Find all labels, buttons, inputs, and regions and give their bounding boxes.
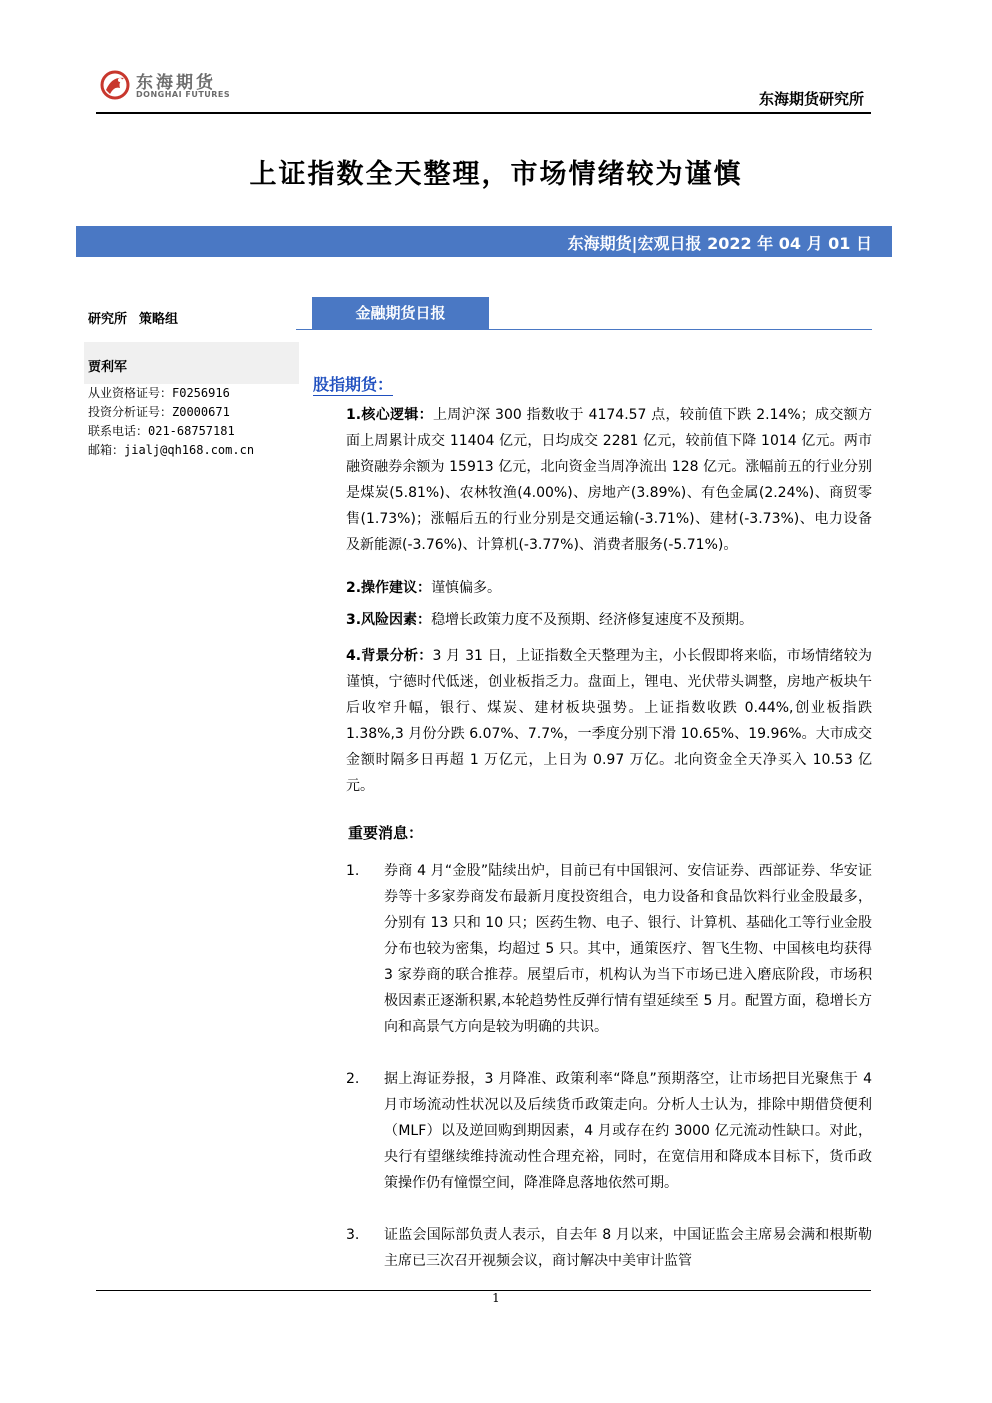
news-text: 证监会国际部负责人表示，自去年 8 月以来，中国证监会主席易会满和根斯勒主席已三次召开视频会议，商讨解决中美审计监管 (384, 1227, 872, 1269)
point-label: 1.核心逻辑： (346, 407, 433, 423)
point-background (346, 643, 872, 799)
point-label: 2.操作建议： (346, 580, 432, 596)
author-team (88, 308, 178, 327)
news-heading: 重要消息： (348, 824, 424, 842)
email-address: 邮箱：jialj@qh168.com.cn (88, 443, 255, 457)
logo-text-cn: 东海期货 (136, 73, 216, 93)
author-dept: 研究所 (88, 312, 128, 327)
section-heading: 股指期货： (313, 372, 393, 396)
tab-underline (296, 329, 872, 330)
author-name-box (84, 342, 299, 384)
news-number: 3. (346, 1227, 360, 1243)
report-title: 上证指数全天整理，市场情绪较为谨慎 (249, 159, 743, 190)
author-group: 策略组 (139, 312, 179, 327)
license-number: 从业资格证号：F0256916 (88, 386, 230, 400)
news-item (346, 1066, 872, 1196)
point-suggestion (346, 575, 872, 601)
dragon-logo-icon (98, 66, 132, 104)
news-text: 券商 4 月“金股”陆续出炉，目前已有中国银河、安信证券、西部证券、华安证券等十多家券商发布最新月度投资组合，电力设备和食品饮料行业金股最多，分别有 13 只和 10 只；医药生物、电子、银行、计算机、基础化工等行业金股分布也较为密集，均超过 5 只。其中，通策医疗、智飞生物、中国核电均获得 3 家券商的联合推荐。展望后市，机构认为当下市场已进入磨底阶段，市场积极因素正逐渐积累,本轮趋势性反弹行情有望延续至 5 月。配置方面，稳增长方向和高景气方向是较为明确的共识。 (384, 863, 872, 1035)
point-label: 3.风险因素： (346, 612, 432, 628)
news-item (346, 1222, 872, 1274)
institute-name: 东海期货研究所 (758, 90, 864, 108)
point-text: 稳增长政策力度不及预期、经济修复速度不及预期。 (431, 612, 754, 628)
news-number: 2. (346, 1071, 360, 1087)
point-core-logic (346, 402, 872, 558)
news-number: 1. (346, 863, 360, 879)
page-number: 1 (492, 1291, 500, 1305)
news-text: 据上海证券报，3 月降准、政策利率“降息”预期落空，让市场把目光聚焦于 4 月市场流动性状况以及后续货币政策走向。分析人士认为，排除中期借贷便利（MLF）以及逆回购到期因素，4 月或存在约 3000 亿元流动性缺口。对此，央行有望继续维持流动性合理充裕，同时，在宽信用和降成本目标下，货币政策操作仍有憧憬空间，降准降息落地依然可期。 (384, 1071, 872, 1191)
company-logo (98, 66, 238, 106)
point-text: 上周沪深 300 指数收于 4174.57 点，较前值下跌 2.14%；成交额方面上周累计成交 11404 亿元，日均成交 2281 亿元，较前值下降 1014 亿元。两市融资融券余额为 15913 亿元，北向资金当周净流出 128 亿元。涨幅前五的行业分别是煤炭(5.81%)、农林牧渔(4.00%)、房地产(3.89%)、有色金属(2.24%)、商贸零售(1.73%)；涨幅后五的行业分别是交通运输(-3.71%)、建材(-3.73%)、电力设备及新能源(-3.76%)、计算机(-3.77%)、消费者服务(-5.71%)。 (346, 407, 872, 553)
author-contact (88, 384, 254, 460)
header-divider (96, 112, 871, 114)
report-date-label: 东海期货|宏观日报 2022 年 04 月 01 日 (567, 234, 872, 253)
analyst-number: 投资分析证号：Z0000671 (88, 405, 230, 419)
phone-number: 联系电话：021-68757181 (88, 424, 235, 438)
point-text: 谨慎偏多。 (431, 580, 502, 596)
point-risk (346, 607, 872, 633)
author-name: 贾利军 (88, 360, 128, 375)
news-item (346, 858, 872, 1040)
report-type-tab: 金融期货日报 (312, 297, 489, 330)
point-label: 4.背景分析： (346, 648, 433, 664)
logo-text-en: DONGHAI FUTURES (136, 90, 231, 99)
point-text: 3 月 31 日，上证指数全天整理为主，小长假即将来临，市场情绪较为谨慎，宁德时代低迷，创业板指乏力。盘面上，锂电、光伏带头调整，房地产板块午后收窄升幅，银行、煤炭、建材板块强势。上证指数收跌 0.44%,创业板指跌 1.38%,3 月份分跌 6.07%、7.7%，一季度分别下滑 10.65%、19.96%。大市成交金额时隔多日再超 1 万亿元，上日为 0.97 万亿。北向资金全天净买入 10.53 亿元。 (346, 648, 873, 794)
report-band (76, 226, 892, 257)
